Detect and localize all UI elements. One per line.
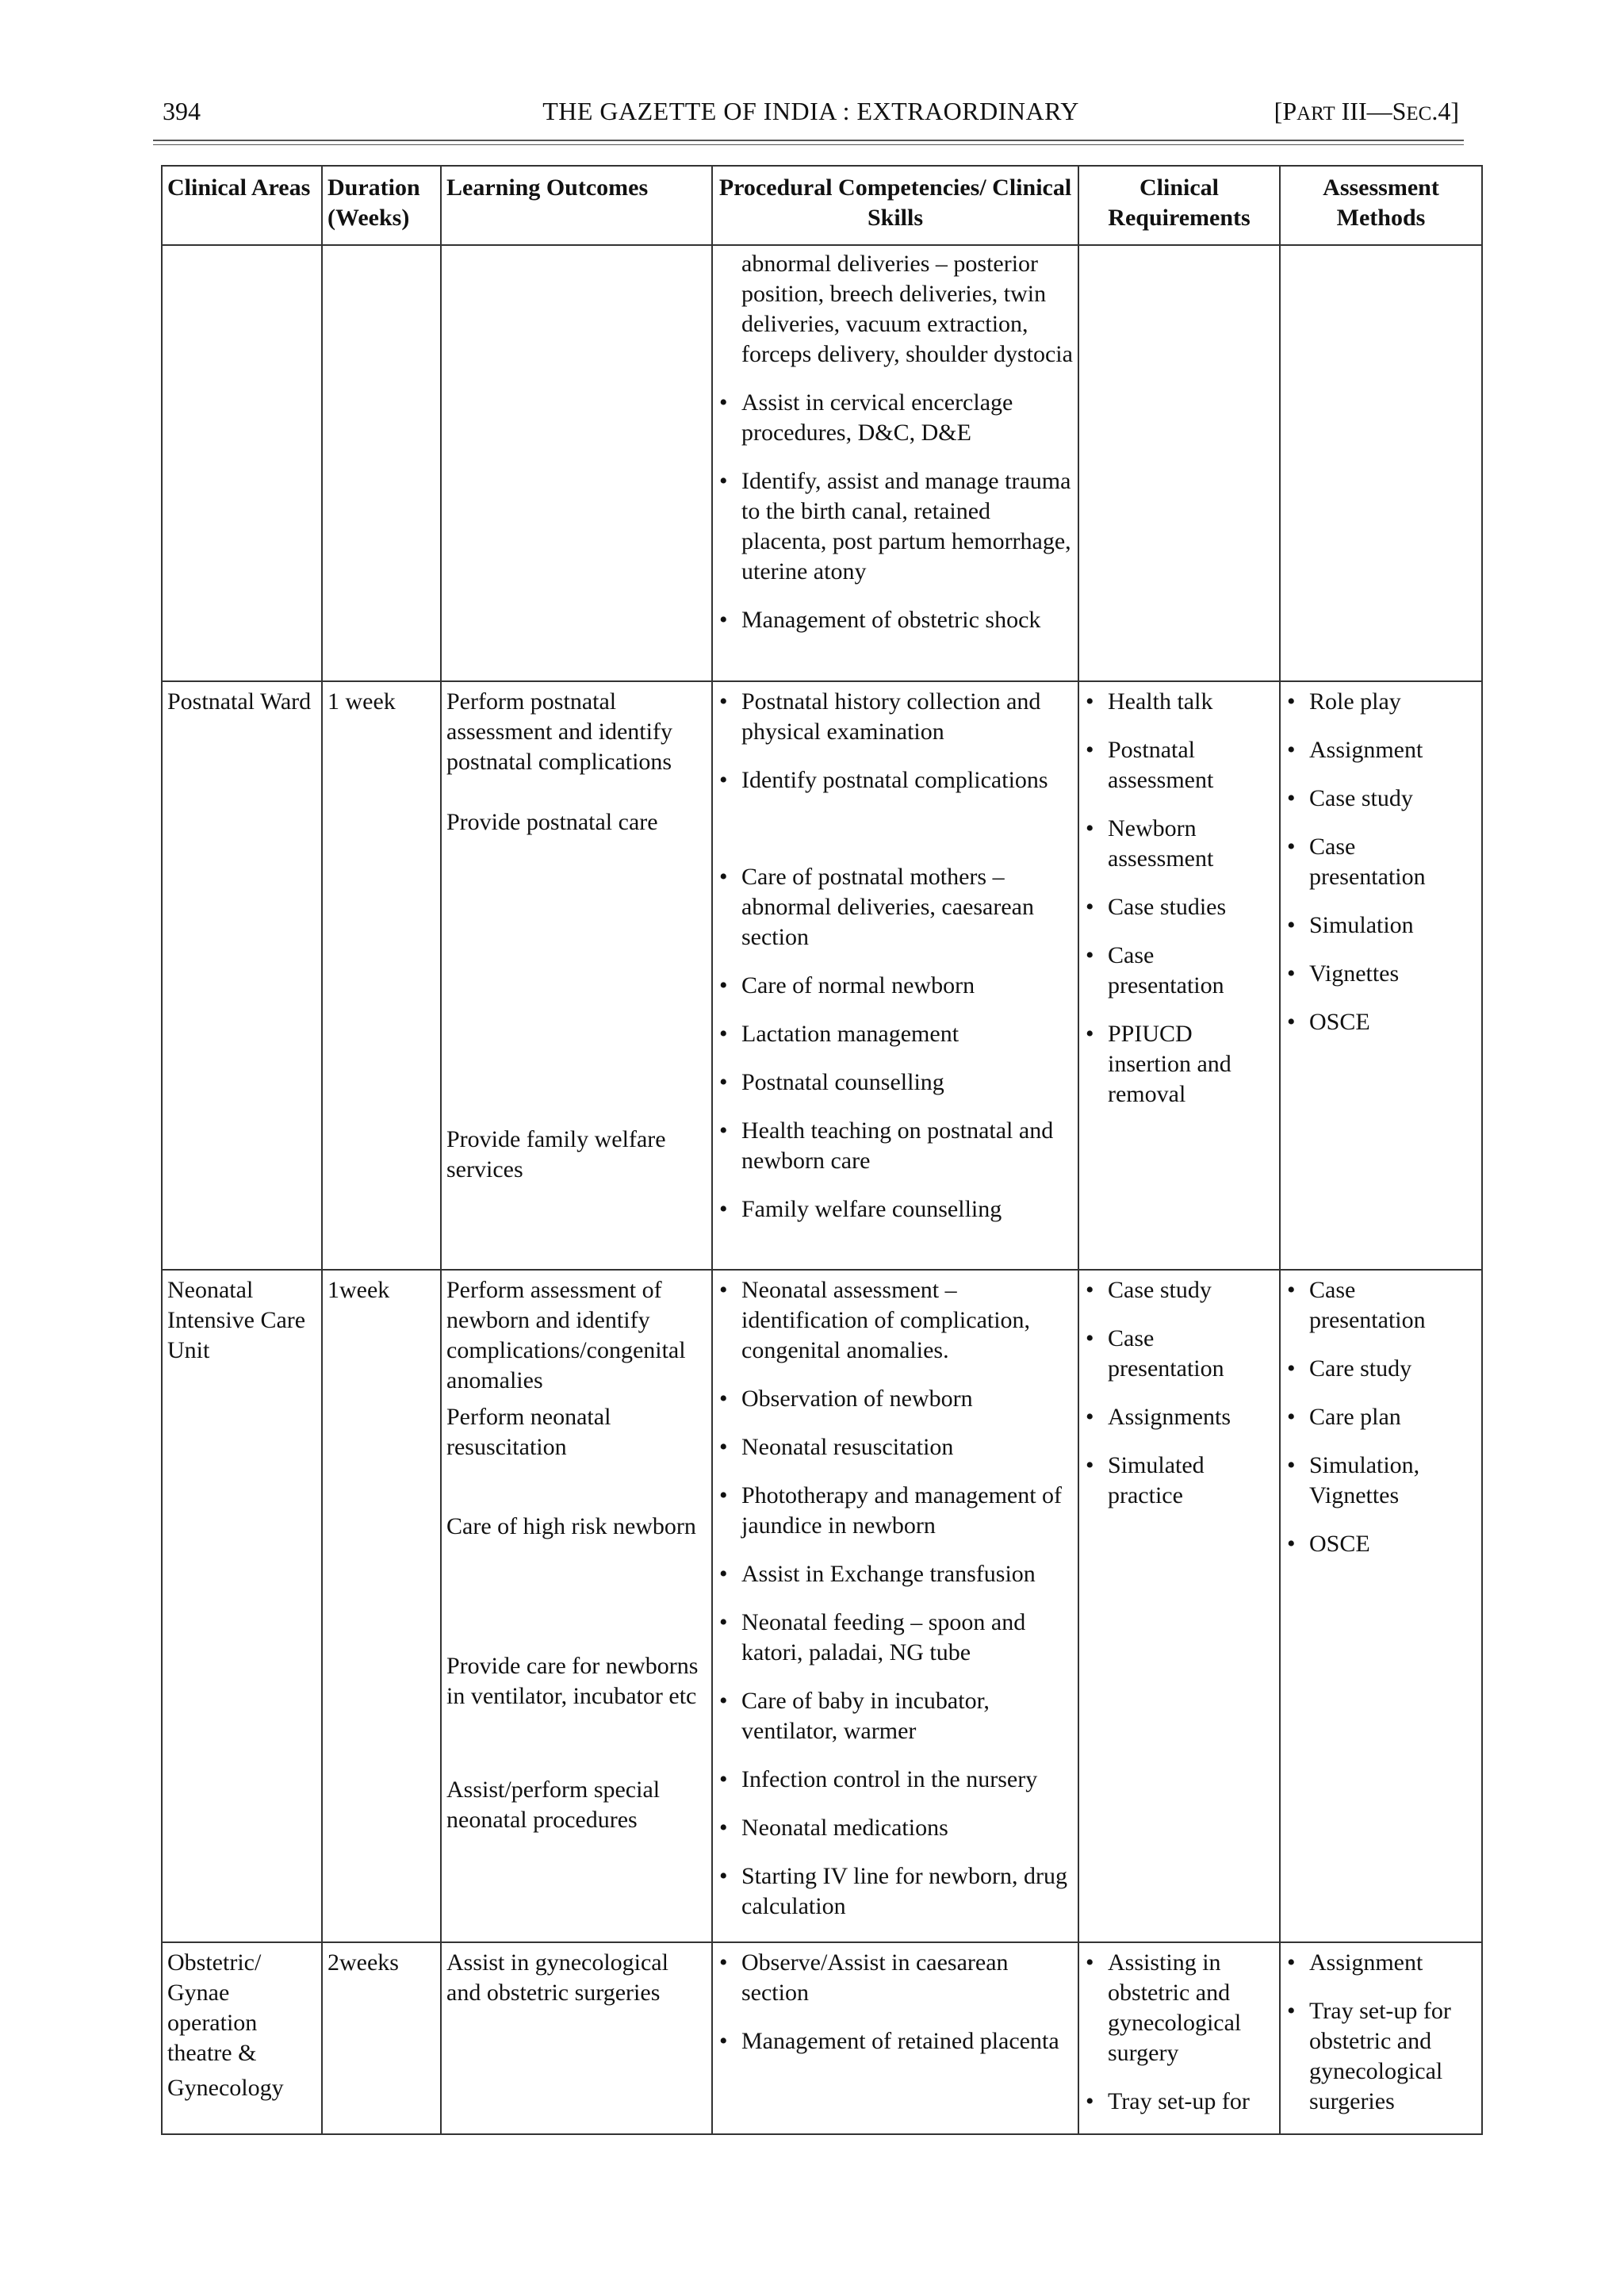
list-item: • Assignment xyxy=(1285,1948,1477,1978)
page-header xyxy=(163,97,1459,135)
list-item: • Identify, assist and manage trauma to the birth canal, retained placenta, post partum hemorrhage, uterine atony xyxy=(718,466,1073,587)
outcome-text: Assist in gynecological and obstetric surgeries xyxy=(446,1949,668,2006)
col-header-duration: Duration (Weeks) xyxy=(322,166,441,245)
list-item: • Postnatal history collection and physical examination xyxy=(718,687,1073,747)
list-item: • Case presentation xyxy=(1285,832,1477,892)
list-item: • OSCE xyxy=(1285,1529,1477,1559)
list-item: • Care study xyxy=(1285,1354,1477,1384)
outcome-text: Care of high risk newborn xyxy=(446,1513,696,1539)
cell-requirements xyxy=(1078,1942,1280,2134)
list-item: • Vignettes xyxy=(1285,959,1477,989)
gazette-title: THE GAZETTE OF INDIA : EXTRAORDINARY xyxy=(542,97,1079,125)
header-rule-thin xyxy=(153,144,1464,145)
list-item: • Observe/Assist in caesarean section xyxy=(718,1948,1073,2008)
cell-area: Postnatal Ward xyxy=(162,681,322,1270)
list-item: • Case presentation xyxy=(1285,1275,1477,1336)
list-item: • Assisting in obstetric and gynecological surgery xyxy=(1084,1948,1274,2068)
outcome-text: Perform assessment of newborn and identify complications/congenital anomalies xyxy=(446,1277,686,1393)
area-text: Gynecology xyxy=(167,2075,284,2101)
list-item: abnormal deliveries – posterior position, breech deliveries, twin deliveries, vacuum extraction, forceps delivery, shoulder dystocia xyxy=(741,251,1073,367)
col-header-outcomes: Learning Outcomes xyxy=(441,166,712,245)
list-item: • Case study xyxy=(1084,1275,1274,1305)
list-item: • Family welfare counselling xyxy=(718,1194,1073,1225)
col-header-assessment: Assessment Methods xyxy=(1280,166,1482,245)
outcome-text: Provide family welfare services xyxy=(446,1126,666,1182)
outcome-text: Perform neonatal resuscitation xyxy=(446,1404,611,1460)
cell-duration: 2weeks xyxy=(322,1942,441,2134)
list-item: • Case presentation xyxy=(1084,941,1274,1001)
list-item: • Neonatal medications xyxy=(718,1813,1073,1843)
list-item: • Infection control in the nursery xyxy=(718,1765,1073,1795)
list-item: • Tray set-up for xyxy=(1084,2087,1274,2117)
cell-assessment xyxy=(1280,1270,1482,1942)
cell-area xyxy=(162,245,322,681)
list-item: • Newborn assessment xyxy=(1084,814,1274,874)
list-item: • Case presentation xyxy=(1084,1324,1274,1384)
table-row xyxy=(162,681,1482,1270)
list-item: • Simulated practice xyxy=(1084,1451,1274,1511)
outcome-text: Perform postnatal assessment and identify postnatal complications xyxy=(446,688,672,775)
cell-competencies xyxy=(712,1942,1078,2134)
cell-competencies xyxy=(712,1270,1078,1942)
cell-outcomes xyxy=(441,681,712,1270)
list-item: • Simulation xyxy=(1285,910,1477,941)
cell-duration xyxy=(322,245,441,681)
list-item: • Case studies xyxy=(1084,892,1274,922)
list-item: • Starting IV line for newborn, drug calculation xyxy=(718,1861,1073,1922)
list-item: • Neonatal assessment – identification of complication, congenital anomalies. xyxy=(718,1275,1073,1366)
cell-assessment xyxy=(1280,681,1482,1270)
list-item: • Health talk xyxy=(1084,687,1274,717)
list-item: • Care plan xyxy=(1285,1402,1477,1432)
list-item: • OSCE xyxy=(1285,1007,1477,1037)
list-item: • Health teaching on postnatal and newborn care xyxy=(718,1116,1073,1176)
list-item: • Postnatal assessment xyxy=(1084,735,1274,795)
outcome-text: Assist/perform special neonatal procedures xyxy=(446,1777,661,1833)
clinical-table xyxy=(161,165,1483,2135)
cell-requirements xyxy=(1078,681,1280,1270)
list-item: • Care of baby in incubator, ventilator, warmer xyxy=(718,1686,1073,1746)
outcome-text: Provide care for newborns in ventilator, incubator etc xyxy=(446,1653,699,1709)
list-item: • Identify postnatal complications xyxy=(718,765,1073,795)
list-item: • Neonatal resuscitation xyxy=(718,1432,1073,1462)
table-row xyxy=(162,245,1482,681)
table-row xyxy=(162,1270,1482,1942)
list-item: • Phototherapy and management of jaundice in newborn xyxy=(718,1481,1073,1541)
list-item: • Neonatal feeding – spoon and katori, paladai, NG tube xyxy=(718,1608,1073,1668)
cell-outcomes xyxy=(441,1270,712,1942)
col-header-requirements: Clinical Requirements xyxy=(1078,166,1280,245)
list-item: • Assist in Exchange transfusion xyxy=(718,1559,1073,1589)
cell-area xyxy=(162,1942,322,2134)
list-item: • Assignments xyxy=(1084,1402,1274,1432)
cell-duration: 1week xyxy=(322,1270,441,1942)
list-item: • PPIUCD insertion and removal xyxy=(1084,1019,1274,1110)
cell-area: Neonatal Intensive Care Unit xyxy=(162,1270,322,1942)
cell-assessment xyxy=(1280,1942,1482,2134)
list-item: • Management of obstetric shock xyxy=(718,605,1073,635)
cell-outcomes xyxy=(441,1942,712,2134)
list-item: • Assignment xyxy=(1285,735,1477,765)
list-item: • Care of normal newborn xyxy=(718,971,1073,1001)
table-header-row xyxy=(162,166,1482,245)
col-header-competencies: Procedural Competencies/ Clinical Skills xyxy=(712,166,1078,245)
cell-competencies xyxy=(712,681,1078,1270)
page-number: 394 xyxy=(163,97,201,125)
outcome-text: Provide postnatal care xyxy=(446,809,658,835)
part-section-label: [PART III—SEC.4] xyxy=(1274,97,1459,125)
area-text: Obstetric/ Gynae operation theatre & xyxy=(167,1949,262,2066)
list-item: • Role play xyxy=(1285,687,1477,717)
header-rule xyxy=(153,140,1464,141)
list-item: • Care of postnatal mothers – abnormal deliveries, caesarean section xyxy=(718,862,1073,953)
list-item: • Case study xyxy=(1285,784,1477,814)
list-item: • Tray set-up for obstetric and gynecological surgeries xyxy=(1285,1996,1477,2117)
cell-requirements xyxy=(1078,245,1280,681)
list-item: • Postnatal counselling xyxy=(718,1068,1073,1098)
table-row xyxy=(162,1942,1482,2134)
list-item: • Simulation, Vignettes xyxy=(1285,1451,1477,1511)
cell-assessment xyxy=(1280,245,1482,681)
list-item: • Lactation management xyxy=(718,1019,1073,1049)
col-header-areas: Clinical Areas xyxy=(162,166,322,245)
list-item: • Management of retained placenta xyxy=(718,2026,1073,2056)
cell-requirements xyxy=(1078,1270,1280,1942)
cell-competencies xyxy=(712,245,1078,681)
list-item: • Observation of newborn xyxy=(718,1384,1073,1414)
cell-duration: 1 week xyxy=(322,681,441,1270)
list-item: • Assist in cervical encerclage procedures, D&C, D&E xyxy=(718,388,1073,448)
cell-outcomes xyxy=(441,245,712,681)
